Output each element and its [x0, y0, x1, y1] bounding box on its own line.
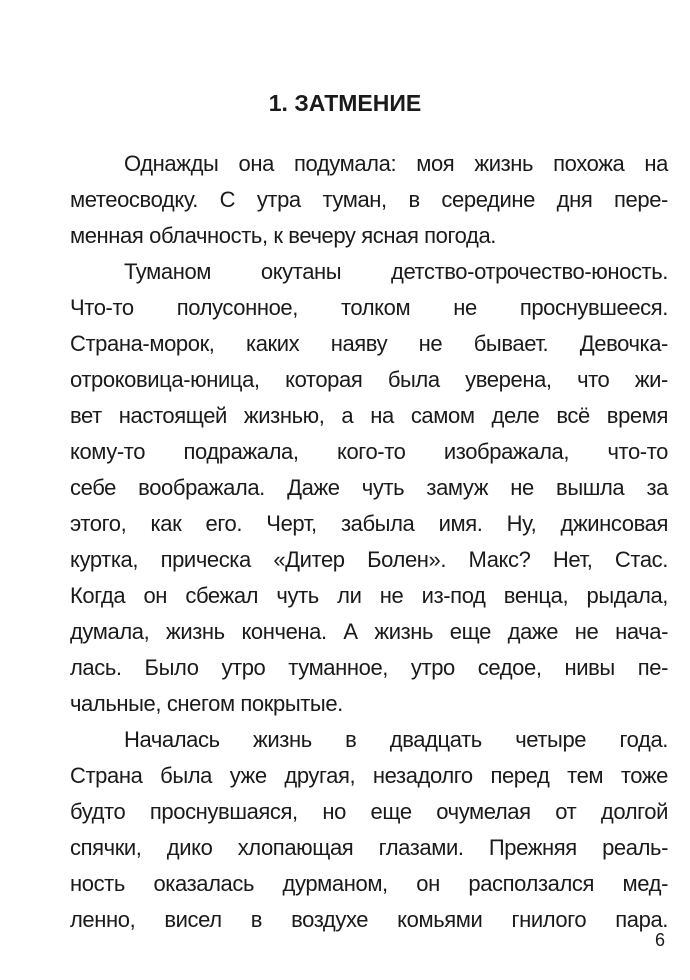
- text-line: Страна-морок, каких наяву не бывает. Девочка-: [70, 331, 668, 356]
- text-line: Туманом окутаны детство-отрочество-юность.: [124, 259, 668, 284]
- text-line: себе воображала. Даже чуть замуж не вышла за: [70, 475, 668, 500]
- paragraph: [70, 254, 668, 722]
- text-line: лась. Было утро туманное, утро седое, нивы пе-: [70, 655, 668, 680]
- text-line: чальные, снегом покрытые.: [70, 691, 343, 716]
- text-line: думала, жизнь кончена. А жизнь еще даже не нача-: [70, 619, 668, 644]
- text-line: ленно, висел в воздухе комьями гнилого пара.: [70, 907, 668, 932]
- text-line: ность оказалась дурманом, он расползался мед-: [70, 871, 668, 896]
- text-line: Страна была уже другая, незадолго перед тем тоже: [70, 763, 668, 788]
- paragraph: [70, 722, 668, 938]
- paragraph: [70, 146, 668, 254]
- page-number: 6: [655, 930, 666, 950]
- text-line: вет настоящей жизнью, а на самом деле всё время: [70, 403, 668, 428]
- body-text: [70, 146, 668, 938]
- text-line: Началась жизнь в двадцать четыре года.: [124, 727, 668, 752]
- text-line: спячки, дико хлопающая глазами. Прежняя реаль-: [70, 835, 668, 860]
- text-line: отроковица-юница, которая была уверена, что жи-: [70, 367, 668, 392]
- text-line: кому-то подражала, кого-то изображала, что-то: [70, 439, 668, 464]
- text-line: менная облачность, к вечеру ясная погода.: [70, 223, 496, 248]
- chapter-title: 1. ЗАТМЕНИЕ: [268, 90, 422, 116]
- text-line: Что-то полусонное, толком не проснувшееся.: [70, 295, 668, 320]
- text-line: Однажды она подумала: моя жизнь похожа на: [124, 151, 668, 176]
- text-line: будто проснувшаяся, но еще очумелая от долгой: [70, 799, 668, 824]
- text-line: этого, как его. Черт, забыла имя. Ну, джинсовая: [70, 511, 668, 536]
- text-line: метеосводку. С утра туман, в середине дня пере-: [70, 187, 668, 212]
- text-line: Когда он сбежал чуть ли не из-под венца, рыдала,: [70, 583, 668, 608]
- text-line: куртка, прическа «Дитер Болен». Макс? Нет, Стас.: [70, 547, 668, 572]
